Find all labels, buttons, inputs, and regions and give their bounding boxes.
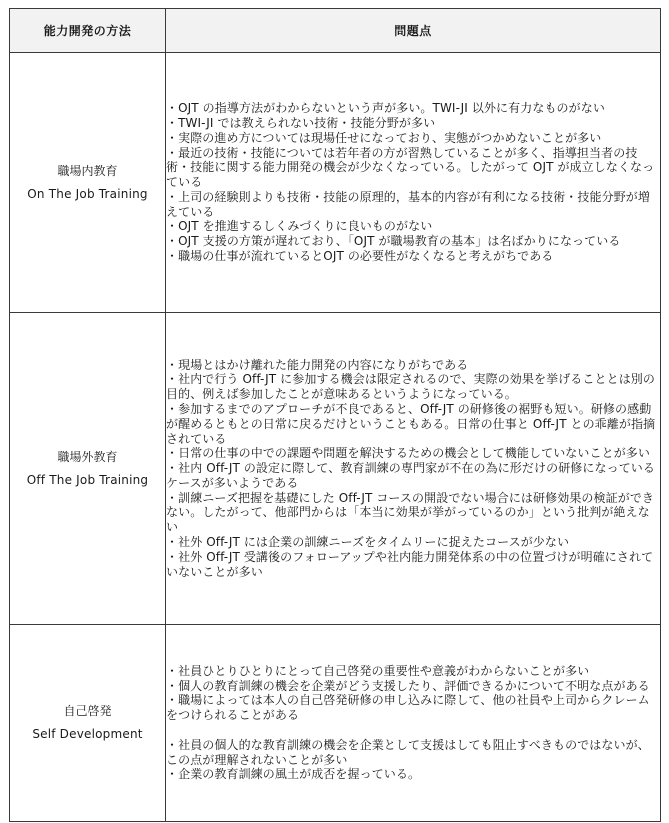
issue-item: ・社外 Off-JT 受講後のフォローアップや社内能力開発体系の中の位置づけが明確にされていないことが多い <box>166 549 654 579</box>
issue-list <box>166 358 660 580</box>
table-row-ojt <box>10 53 661 313</box>
table-row-self-development <box>10 625 661 822</box>
issue-item: ・職場の仕事が流れているとOJT の必要性がなくなると考えがちである <box>166 249 554 264</box>
method-cell <box>10 53 166 313</box>
issue-item: ・社内 Off-JT の設定に際して、教育訓練の専門家が不在の為に形だけの研修になっているケースが多いようである <box>166 461 655 490</box>
issue-item: ・日常の仕事の中での課題や問題を解決するための機会として機能していないことが多い <box>166 446 651 461</box>
issue-item: ・現場とはかけ離れた能力開発の内容になりがちである <box>166 357 469 372</box>
method-name-en: Off The Job Training <box>26 472 149 487</box>
method-name-ja: 職場内教育 <box>57 163 118 178</box>
issue-item: ・社外 Off-JT には企業の訓練ニーズをタイムリーに捉えたコースが少ない <box>166 535 570 550</box>
header-issues: 問題点 <box>166 9 661 53</box>
table-header-row <box>10 9 661 53</box>
issues-cell <box>166 625 661 822</box>
issue-item: ・最近の技術・技能については若年者の方が習熟していることが多く、指導担当者の技術・技能に関する能力開発の機会が少なくなっている。したがって OJT が成立しなくなっている <box>166 145 655 190</box>
issue-item: ・企業の教育訓練の風土が成否を握っている。 <box>166 767 421 782</box>
issues-table <box>9 8 661 822</box>
issue-item: ・社員の個人的な教育訓練の機会を企業として支援はしても阻止すべきものではないが、この点が理解されないことが多い <box>166 737 650 767</box>
issue-list <box>166 101 660 264</box>
issue-item: ・個人の教育訓練の機会を企業がどう支援したり、評価できるかについて不明な点がある <box>166 678 650 693</box>
issue-item: ・OJT を推進するしくみづくりに良いものがない <box>166 219 433 234</box>
method-cell <box>10 313 166 625</box>
issue-item: ・上司の経験則よりも技術・技能の原理的，基本的内容が有利になる技術・技能分野が増えている <box>166 189 651 219</box>
issue-item: ・OJT 支援の方策が遅れており、「OJT が職場教育の基本」は名ばかりになっている <box>166 234 621 249</box>
issue-item: ・社内で行う Off-JT に参加する機会は限定されるので、実際の効果を挙げることとは別の目的、例えば参加したことが意味あるというようになっている。 <box>166 372 655 402</box>
method-name-ja: 自己啓発 <box>63 704 112 718</box>
issue-item: ・社員ひとりひとりにとって自己啓発の重要性や意義がわからないことが多い <box>166 663 590 678</box>
issue-item: ・実際の進め方については現場任せになっており、実態がつかめないことが多い <box>166 130 602 145</box>
issue-item: ・OJT の指導方法がわからないという声が多い。TWI-JI 以外に有力なものがない <box>166 101 605 116</box>
table-row-offjt <box>10 313 661 625</box>
method-name-en: Self Development <box>32 727 143 741</box>
issue-item: ・職場によっては本人の自己啓発研修の申し込みに際して、他の社員や上司からクレームをつけられることがある <box>166 693 650 723</box>
method-cell <box>10 625 166 822</box>
header-method: 能力開発の方法 <box>10 9 166 53</box>
method-name-ja: 職場外教育 <box>57 449 118 464</box>
method-name-en: On The Job Training <box>27 186 148 201</box>
issue-item: ・参加するまでのアプローチが不良であると、Off-JT の研修後の裾野も短い。研修の感動が醒めるともとの日常に戻るだけということもある。日常の仕事と Off-JT との乖離が指摘されている <box>166 401 656 446</box>
issues-cell <box>166 313 661 625</box>
issue-spacer <box>166 723 660 738</box>
issues-cell <box>166 53 661 313</box>
issue-item: ・TWI-JI では教えられない技術・技能分野が多い <box>166 115 436 130</box>
issue-list <box>166 664 660 782</box>
issue-item: ・訓練ニーズ把握を基礎にした Off-JT コースの開設でない場合には研修効果の検証ができない。したがって、他部門からは「本当に効果が挙がっているのか」という批判が絶えない <box>166 490 655 535</box>
